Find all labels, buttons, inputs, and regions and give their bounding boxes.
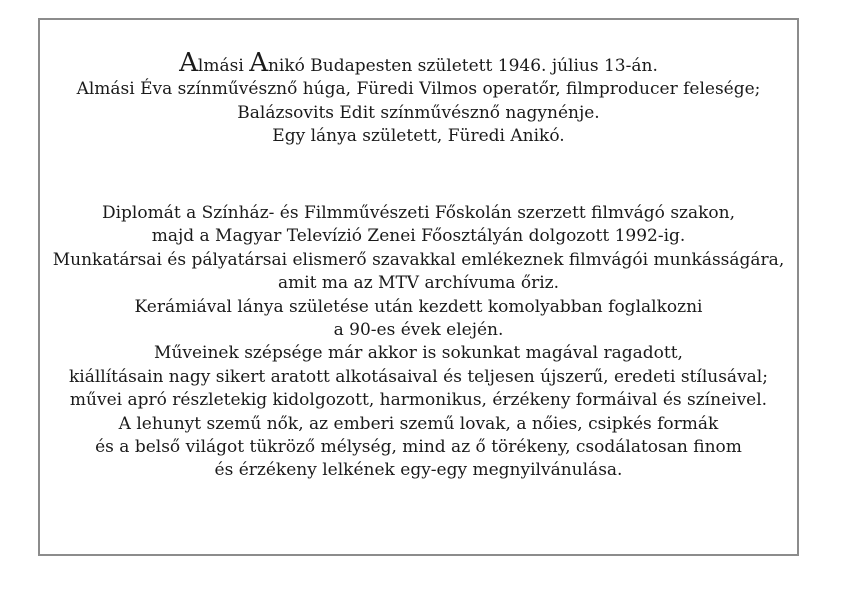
intro-paragraph [40, 48, 797, 149]
career-line-12: és érzékeny lelkének egy-egy megnyilvánulása. [214, 460, 623, 481]
career-line-3: Munkatársai és pályatársai elismerő szavakkal emlékeznek filmvágói munkásságára, [52, 249, 785, 270]
career-line-7: Műveinek szépsége már akkor is sokunkat magával ragadott, [154, 343, 683, 364]
initial-letter-b: A [249, 48, 268, 78]
intro-text-rest: nikó Budapesten született 1946. július 13-án. [267, 56, 658, 76]
career-paragraph [40, 202, 797, 483]
career-line-11: és a belső világot tükröző mélység, mind az ő törékeny, csodálatosan finom [95, 437, 742, 458]
intro-line-3: Balázsovits Edit színművésznő nagynénje. [237, 102, 600, 123]
career-line-2: majd a Magyar Televízió Zenei Főosztályán dolgozott 1992-ig. [151, 226, 686, 247]
career-line-6: a 90-es évek elején. [333, 320, 504, 341]
initial-letter-a: A [179, 48, 198, 78]
career-line-10: A lehunyt szemű nők, az emberi szemű lovak, a nőies, csipkés formák [118, 413, 719, 434]
intro-text-almasi: lmási [197, 56, 250, 76]
intro-line-1 [40, 48, 797, 78]
career-line-8: kiállításain nagy sikert aratott alkotásaival és teljesen újszerű, eredeti stílusával; [69, 366, 768, 387]
career-line-1: Diplomát a Színház- és Filmművészeti Főskolán szerzett filmvágó szakon, [101, 203, 736, 223]
intro-line-4: Egy lánya született, Füredi Anikó. [272, 126, 565, 147]
biography-frame [38, 18, 799, 556]
intro-line-2: Almási Éva színművésznő húga, Füredi Vilmos operatőr, filmproducer felesége; [76, 79, 761, 100]
career-line-5: Kerámiával lánya születése után kezdett komolyabban foglalkozni [134, 296, 703, 317]
career-line-9: művei apró részletekig kidolgozott, harmonikus, érzékeny formáival és színeivel. [69, 390, 768, 411]
career-line-4: amit ma az MTV archívuma őriz. [277, 273, 560, 294]
